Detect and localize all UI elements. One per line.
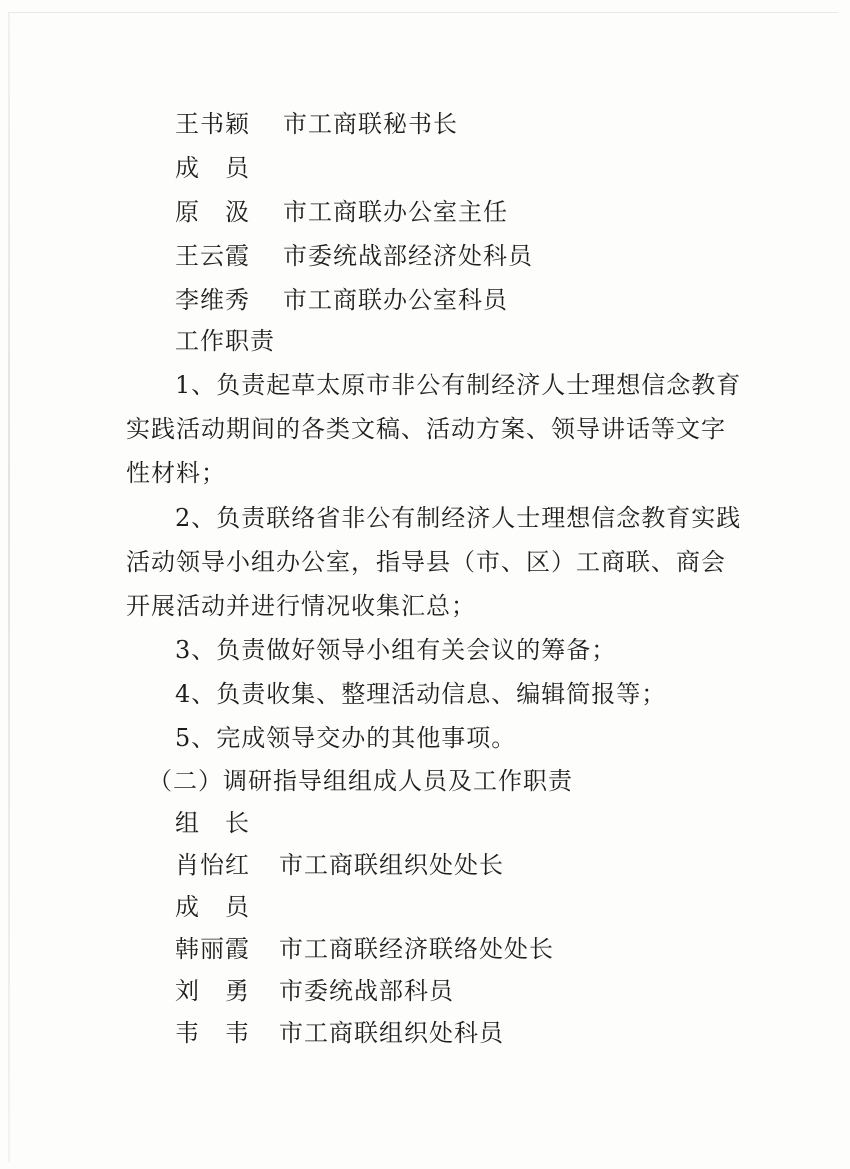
members-label: 成 员 [175,154,250,182]
member-row [175,101,458,147]
section-heading: （二）调研指导组组成人员及工作职责 [148,767,573,795]
leader-row [175,842,504,888]
member-row [175,233,533,279]
scan-edge-top [8,12,838,13]
member-name: 原 汲 [175,198,250,226]
duty-line: 活动领导小组办公室，指导县（市、区）工商联、商会 [126,548,726,576]
member-role: 市工商联秘书长 [283,110,458,138]
member-role: 市委统战部经济处科员 [283,242,533,270]
member-name: 韩丽霞 [175,935,250,963]
duty-line: 性材料； [126,459,226,487]
duties-heading: 工作职责 [175,327,275,355]
member-name: 李维秀 [175,286,250,314]
leader-label: 组 长 [175,809,250,837]
member-name: 王书颖 [175,110,250,138]
duty-line: 5、完成领导交办的其他事项。 [175,724,517,752]
member-role: 市工商联经济联络处处长 [279,935,554,963]
members-label: 成 员 [175,893,250,921]
duty-line: 3、负责做好领导小组有关会议的筹备； [175,636,617,664]
member-row [175,277,508,323]
scan-edge-left [8,12,10,1162]
member-row [175,926,554,972]
member-row [175,968,454,1014]
member-row [175,189,508,235]
member-role: 市工商联组织处处长 [279,851,504,879]
duty-line: 1、负责起草太原市非公有制经济人士理想信念教育 [175,371,742,399]
member-row [175,1010,504,1056]
member-name: 王云霞 [175,242,250,270]
duty-line: 2、负责联络省非公有制经济人士理想信念教育实践 [175,504,742,532]
duty-line: 开展活动并进行情况收集汇总； [126,592,476,620]
member-role: 市工商联办公室主任 [283,198,508,226]
member-role: 市委统战部科员 [279,977,454,1005]
member-name: 刘 勇 [175,977,250,1005]
members-label-row [175,145,283,191]
member-role: 市工商联办公室科员 [283,286,508,314]
member-name: 韦 韦 [175,1019,250,1047]
duty-line: 4、负责收集、整理活动信息、编辑简报等； [175,680,667,708]
member-role: 市工商联组织处科员 [279,1019,504,1047]
member-name: 肖怡红 [175,851,250,879]
duty-line: 实践活动期间的各类文稿、活动方案、领导讲话等文字 [126,415,726,443]
